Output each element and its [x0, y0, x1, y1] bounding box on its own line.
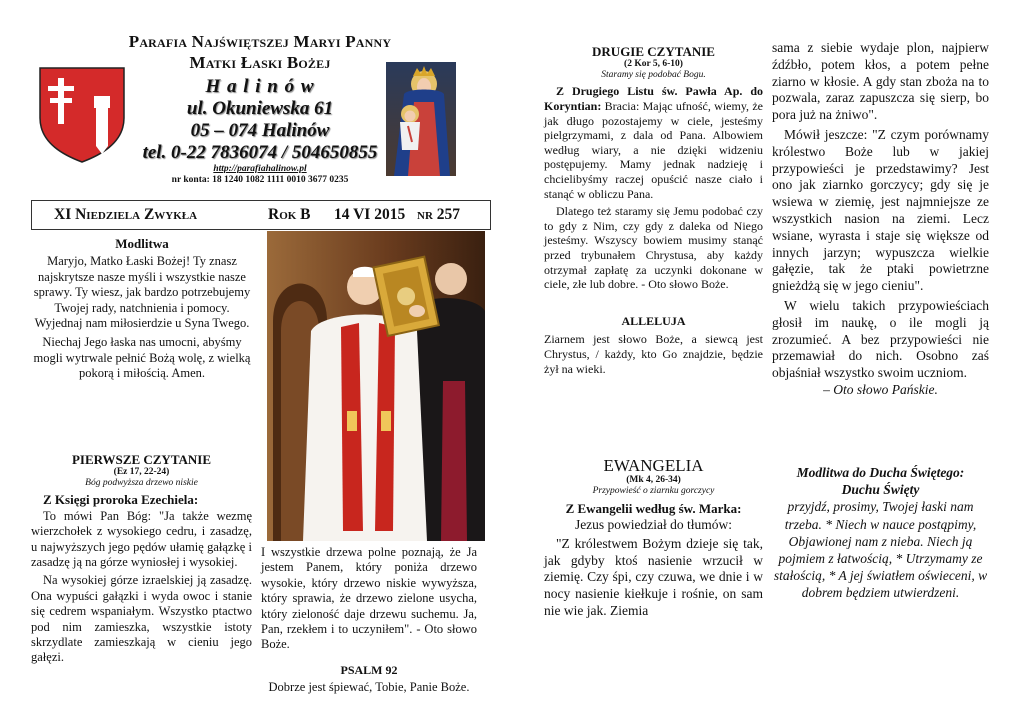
first-reading-subtitle: Bóg podwyższa drzewo niskie — [85, 478, 198, 489]
second-reading-text-2: Dlatego też staramy się Jemu podobać czy to gdy z Nim, czy gdy z daleka od Niego jesteśmy. Wszyscy bowiem musimy stanąć przed trybunałem Chrystusa, aby każdy otrzymał zapłatę za uczynki dokonane w ciele, złe lub dobre. - Oto słowo Boże. — [544, 204, 763, 292]
holy-spirit-prayer-text: przyjdź, prosimy, Twojej łaski nam trzeba. * Niech w nauce postąpimy, Objawionej nam z nieba. Niech ją pojmiem z łatwością, * Utrzymamy ze stałością, * A jej światłem oświeceni, w dobrem będziem utwierdzeni. — [773, 499, 988, 601]
gospel-closing: – Oto słowo Pańskie. — [823, 381, 938, 397]
gospel-text-3: W wielu takich przypowieściach głosił im naukę, o ile mogli ją zrozumieć. A bez przypowieści nie przemawiał do nich. Osobno zaś objaśniał wszystko swoim uczniom. — [772, 297, 989, 381]
prayer-section — [31, 236, 253, 382]
holy-spirit-prayer-title: Modlitwa do Ducha Świętego: — [796, 465, 965, 480]
gospel-intro: Jezus powiedział do tłumów: — [574, 517, 733, 532]
second-reading-source: Z Drugiego Listu św. Pawła Ap. do Koryntian: — [544, 84, 763, 113]
psalm-refrain: Dobrze jest śpiewać, Tobie, Panie Boże. — [268, 680, 470, 695]
gospel-source: Z Ewangelii według św. Marka: — [565, 501, 742, 516]
first-reading-cont — [261, 545, 477, 696]
first-reading-title: PIERWSZE CZYTANIE — [71, 452, 212, 467]
first-reading — [31, 452, 252, 666]
psalm-title: PSALM 92 — [340, 662, 398, 677]
prayer-text-2: Niechaj Jego łaska nas umocni, abyśmy mogli wytrwale pełnić Bożą wolę, z wielką pokorą i miłością. Amen. — [33, 335, 251, 381]
gospel-text-1-cont: sama z siebie wydaje plon, najpierw źdźbło, potem kłos, a potem pełne ziarno w kłosie. A gdy stan zboża na to pozwala, zaraz zapuszcza się sierp, bo pora już na żniwo". — [772, 40, 989, 123]
prayer-text-1: Maryjo, Matko Łaski Bożej! Ty znasz najskrytsze nasze myśli i wszystkie nasze sprawy. Ty wiesz, jak bardzo potrzebujemy Twojej rady, natchnienia i pomocy. Wyjednaj nam miłosierdzie u Syna Twego. — [33, 254, 251, 331]
second-reading-subtitle: Staramy się podobać Bogu. — [601, 70, 706, 81]
street-address: ul. Okuniewska 61 — [186, 98, 334, 119]
first-reading-text-3: I wszystkie drzewa polne poznają, że Ja jestem Panem, który poniża drzewo wysokie, który drzewo niskie wywyższa, który sprawia, że drzewo zielone usycha, który zieloność daje drzewu suchemu. Ja, Pan, rzekłem i to uczyniłem". - Oto słowo Boże. — [261, 545, 477, 652]
gospel-text-1: "Z królestwem Bożym dzieje się tak, jak gdyby ktoś nasienie wrzucił w ziemię. Czy śpi, czy czuwa, we dnie i w nocy nasienie kiełkuje i rośnie, on sam nie wie jak. Ziemia — [544, 535, 763, 618]
holy-spirit-prayer-subtitle: Duchu Święty — [841, 482, 920, 498]
second-reading-title: DRUGIE CZYTANIE — [592, 44, 715, 59]
second-reading-body-1: Bracia: Mając ufność, wiemy, że jak długo pozostajemy w ciele, jesteśmy pielgrzymami, z dala od Pana. Albowiem według wiary, a nie dzięki widzeniu postępujemy. Mamy jednak nadzieję i chcielibyśmy raczej opuścić nasze ciało i stanąć w obliczu Pana. — [544, 99, 764, 201]
gospel-title: EWANGELIA — [603, 456, 704, 475]
second-reading-text-1 — [544, 84, 763, 201]
second-reading — [544, 44, 763, 377]
sunday-name: XI Niedziela Zwykła — [54, 206, 198, 223]
alleluia-text: Ziarnem jest słowo Boże, a siewcą jest Chrystus, / każdy, kto Go znajdzie, będzie żył na wieki. — [544, 332, 763, 377]
gospel-ref: (Mk 4, 26-34) — [626, 475, 681, 485]
madonna-icon-image — [386, 62, 456, 176]
alleluia-title: ALLELUJA — [621, 313, 686, 328]
pope-photo — [267, 231, 485, 541]
gospel-subtitle: Przypowieść o ziarnku gorczycy — [592, 486, 715, 496]
phone-numbers: tel. 0-22 7836074 / 504650855 — [142, 142, 378, 163]
second-reading-ref: (2 Kor 5, 6-10) — [624, 59, 683, 70]
prayer-title: Modlitwa — [115, 236, 169, 251]
parish-name-line2: Matki Łaski Bożej — [189, 53, 331, 72]
first-reading-text-2: Na wysokiej górze izraelskiej ją zasadzę. Ona wypuści gałązki i wyda owoc i stanie się cedrem wspaniałym. Wszystko ptactwo pod nim zamieszka, wszystkie istoty skrzydlate zamieszkają w cieniu jego gałęzi. — [31, 573, 252, 665]
holy-spirit-prayer — [772, 464, 989, 602]
first-reading-ref: (Ez 17, 22-24) — [113, 467, 170, 478]
postal-address: 05 – 074 Halinów — [190, 120, 330, 141]
parish-name: Parafia Najświętszej Maryi Panny — [128, 32, 392, 51]
gospel — [544, 456, 763, 620]
bank-account: nr konta: 18 1240 1082 1111 0010 3677 0235 — [171, 175, 349, 185]
issue-date: 14 VI 2015 — [334, 206, 406, 223]
sunday-info-box — [31, 200, 491, 230]
first-reading-text-1: To mówi Pan Bóg: "Ja także wezmę wierzchołek z wysokiego cedru, i zasadzę, u najwyższych jego pędów ułamię gałązkę i zasadzę ją na górze wyniosłej i wysokiej. — [31, 508, 252, 570]
liturgical-year: Rok B — [268, 206, 311, 223]
gospel-text-2: Mówił jeszcze: "Z czym porównamy królestwo Boże lub w jakiej przypowieści je przedstawimy? Jest ono jak ziarnko gorczycy; gdy się je wsiewa w ziemię, jest najmniejsze ze wszystkich nasion na ziemi. Lecz wsiane, wyrasta i staje się większe od innych jarzyn; wypuszcza wielkie gałęzie, tak że ptaki powietrzne gnieżdżą się w jego cieniu". — [772, 126, 989, 294]
website-link[interactable]: http://parafiahalinow.pl — [213, 164, 307, 174]
gospel-cont — [772, 40, 989, 399]
town-name: H a l i n ó w — [205, 76, 315, 97]
issue-number: nr 257 — [417, 206, 461, 223]
first-reading-source: Z Księgi proroka Ezechiela: — [43, 492, 199, 508]
